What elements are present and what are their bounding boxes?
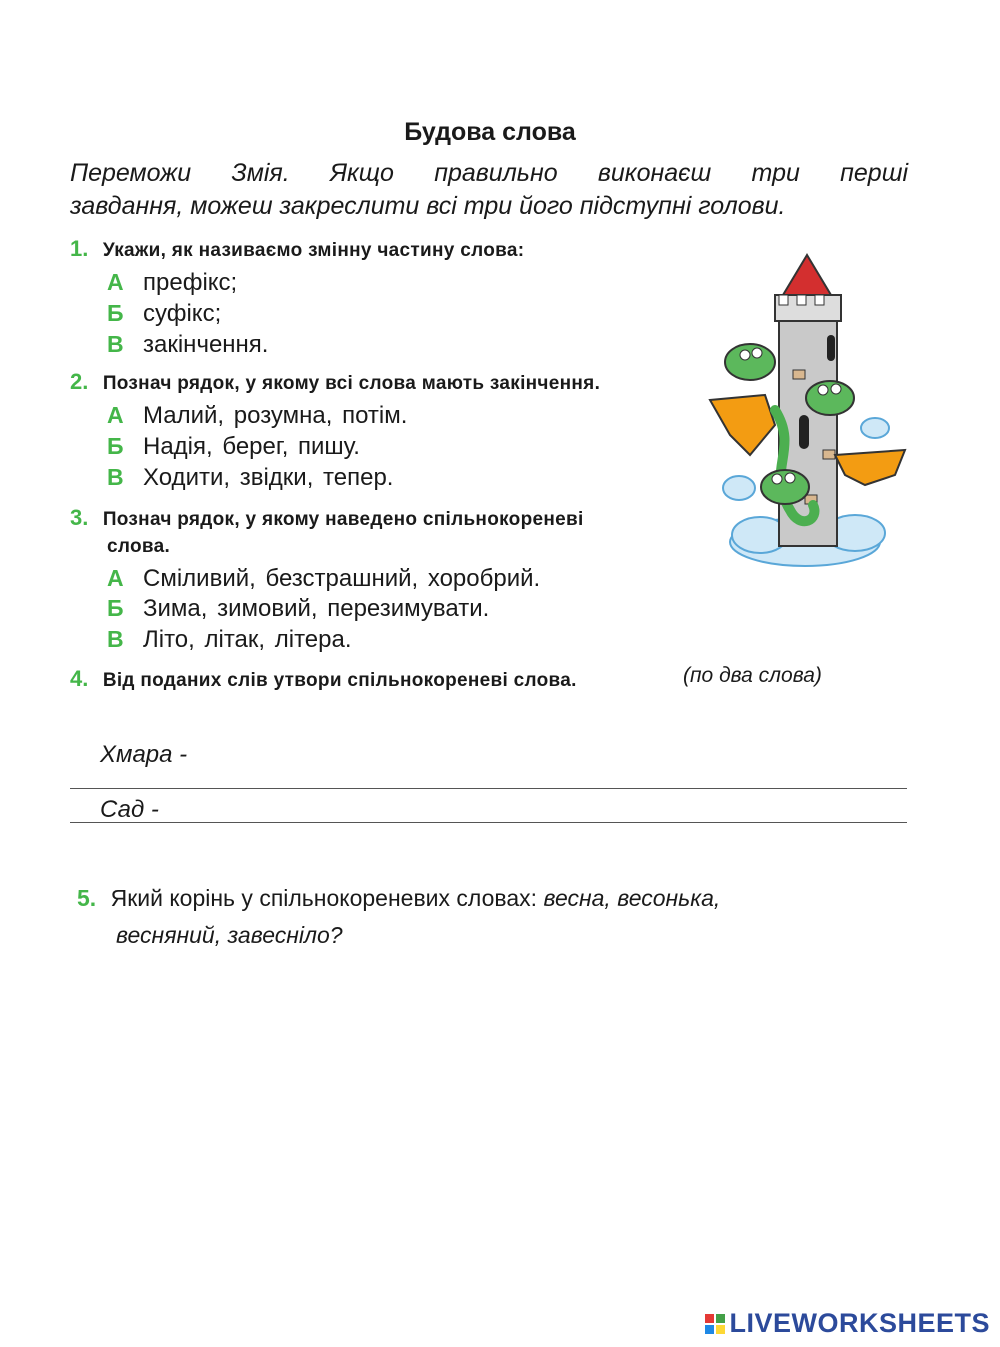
option-letter: А xyxy=(107,565,124,591)
word-label: Хмара - xyxy=(100,741,188,768)
question-number: 1. xyxy=(70,236,89,261)
question-text-continued: слова. xyxy=(107,536,171,557)
option-text: префікс; xyxy=(143,269,238,296)
option-2c[interactable] xyxy=(107,464,393,492)
logo-text: LIVEWORKSHEETS xyxy=(729,1308,990,1338)
answer-line xyxy=(70,822,907,823)
question-text: Познач рядок, у якому всі слова мають закінчення. xyxy=(102,373,601,394)
question-words-continued: весняний, завесніло? xyxy=(116,922,343,948)
intro-line-2: завдання, можеш закреслити всі три його підступні голови. xyxy=(70,192,786,220)
option-3a[interactable] xyxy=(107,565,540,593)
question-number: 3. xyxy=(70,505,89,530)
question-3 xyxy=(70,505,584,531)
answer-field-5[interactable] xyxy=(116,960,906,1020)
question-2 xyxy=(70,369,600,395)
option-1a[interactable] xyxy=(107,269,237,297)
word-label: Сад - xyxy=(100,796,159,823)
liveworksheets-logo xyxy=(705,1308,990,1339)
option-letter: А xyxy=(107,402,124,428)
option-text: Ходити, звідки, тепер. xyxy=(143,464,394,491)
answer-field-2[interactable] xyxy=(170,793,905,821)
option-3b[interactable] xyxy=(107,595,489,623)
option-1b[interactable] xyxy=(107,300,221,328)
dragon-tower-illustration xyxy=(705,250,910,575)
option-text: Малий, розумна, потім. xyxy=(143,402,408,429)
option-text: закінчення. xyxy=(143,331,269,358)
answer-line xyxy=(70,788,907,789)
question-5 xyxy=(77,885,720,912)
logo-blocks-icon xyxy=(705,1314,725,1334)
question-4 xyxy=(70,666,577,692)
option-letter: В xyxy=(107,626,124,652)
option-letter: А xyxy=(107,269,124,295)
question-text: Який корінь у спільнокореневих словах: xyxy=(110,885,538,911)
intro-line-1: Переможи Змія. Якщо правильно виконаєш три перші xyxy=(70,159,908,187)
question-number: 2. xyxy=(70,369,89,394)
answer-field-1[interactable] xyxy=(205,738,905,782)
question-words: весна, весонька, xyxy=(543,885,721,911)
option-text: суфікс; xyxy=(143,300,222,327)
option-letter: В xyxy=(107,464,124,490)
question-text: Від поданих слів утвори спільнокореневі слова. xyxy=(102,670,577,691)
option-1c[interactable] xyxy=(107,331,268,359)
question-number: 4. xyxy=(70,666,89,691)
question-text: Познач рядок, у якому наведено спільнокореневі xyxy=(102,509,584,530)
option-3c[interactable] xyxy=(107,626,352,654)
option-text: Надія, берег, пишу. xyxy=(143,433,360,460)
question-1 xyxy=(70,236,524,262)
option-letter: В xyxy=(107,331,124,357)
option-letter: Б xyxy=(107,595,124,621)
question-hint: (по два слова) xyxy=(683,664,822,687)
question-text: Укажи, як називаємо змінну частину слова: xyxy=(102,240,525,261)
option-letter: Б xyxy=(107,300,124,326)
option-text: Сміливий, безстрашний, хоробрий. xyxy=(143,565,541,592)
option-2a[interactable] xyxy=(107,402,407,430)
option-letter: Б xyxy=(107,433,124,459)
option-2b[interactable] xyxy=(107,433,360,461)
page-title: Будова слова xyxy=(404,118,576,146)
question-number: 5. xyxy=(77,885,97,911)
option-text: Літо, літак, літера. xyxy=(143,626,352,653)
option-text: Зима, зимовий, перезимувати. xyxy=(143,595,490,622)
